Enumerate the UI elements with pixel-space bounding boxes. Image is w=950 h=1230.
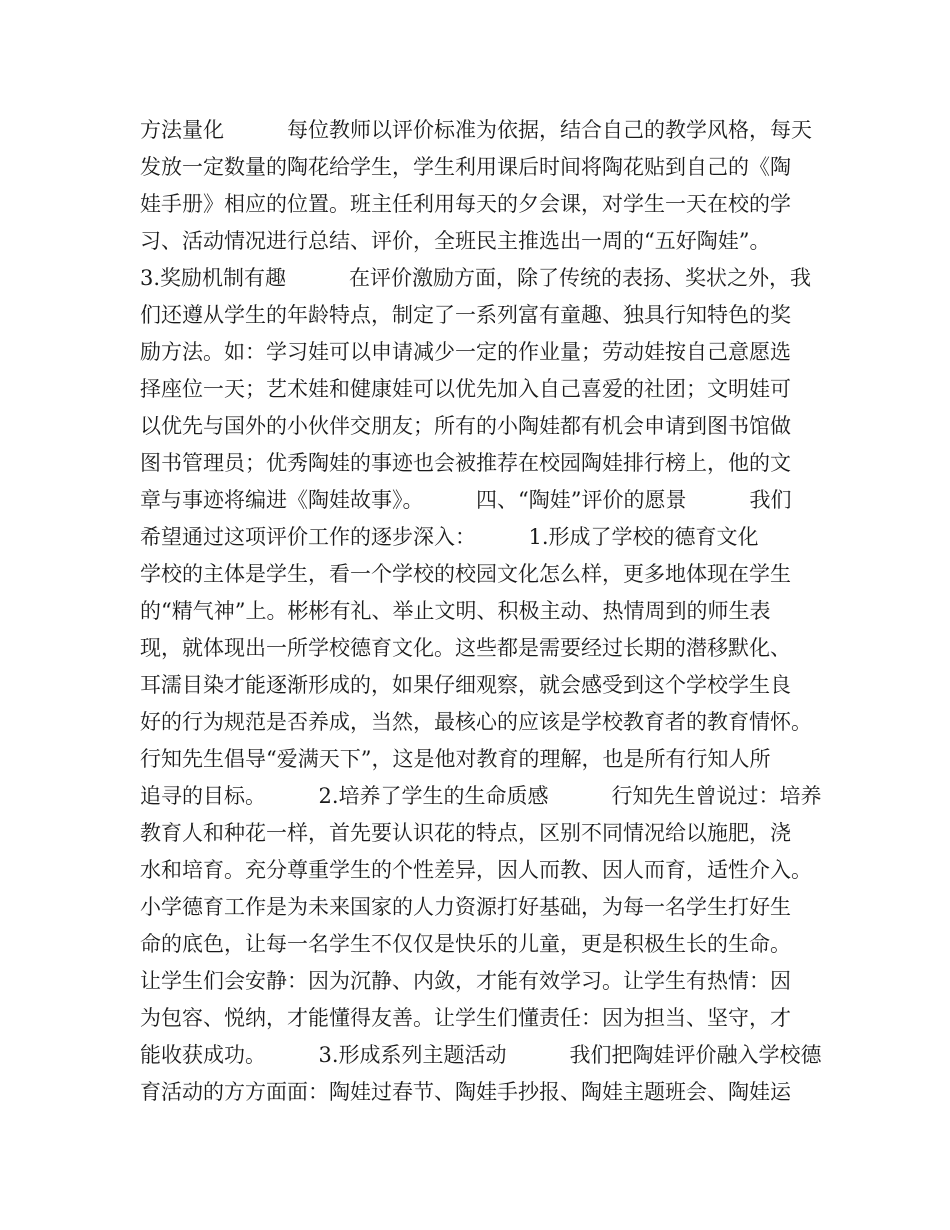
text-line-7: 励方法。如：学习娃可以申请减少一定的作业量；劳动娃按自己意愿选	[140, 340, 791, 364]
text-line-23: 命的底色，让每一名学生不仅仅是快乐的儿童，更是积极生长的生命。	[140, 932, 791, 956]
text-line-3: 娃手册》相应的位置。班主任利用每天的夕会课，对学生一天在校的学	[140, 192, 791, 216]
text-line-8: 择座位一天；艺术娃和健康娃可以优先加入自己喜爱的社团；文明娃可	[140, 377, 791, 401]
text-line-25: 为包容、悦纳，才能懂得友善。让学生们懂责任：因为担当、坚守，才	[140, 1006, 791, 1030]
text-line-6: 们还遵从学生的年龄特点，制定了一系列富有童趣、独具行知特色的奖	[140, 303, 791, 327]
text-line-21: 水和培育。充分尊重学生的个性差异，因人而教、因人而育，适性介入。	[140, 858, 812, 882]
text-line-11: 章与事迹将编进《陶娃故事》。 四、“陶娃”评价的愿景 我们	[140, 488, 792, 512]
text-line-12: 希望通过这项评价工作的逐步深入： 1.形成了学校的德育文化	[140, 525, 759, 549]
text-line-20: 教育人和种花一样，首先要认识花的特点，区别不同情况给以施肥，浇	[140, 821, 791, 845]
text-line-4: 习、活动情况进行总结、评价，全班民主推选出一周的“五好陶娃”。	[140, 229, 771, 253]
text-line-5: 3.奖励机制有趣 在评价激励方面，除了传统的表扬、奖状之外，我	[140, 266, 812, 290]
text-line-22: 小学德育工作是为未来国家的人力资源打好基础，为每一名学生打好生	[140, 895, 791, 919]
text-line-24: 让学生们会安静：因为沉静、内敛，才能有效学习。让学生有热情：因	[140, 969, 791, 993]
text-line-16: 耳濡目染才能逐渐形成的，如果仔细观察，就会感受到这个学校学生良	[140, 673, 791, 697]
body-text	[140, 112, 820, 1111]
text-line-18: 行知先生倡导“爱满天下”，这是他对教育的理解，也是所有行知人所	[140, 747, 771, 771]
text-line-26: 能收获成功。 3.形成系列主题活动 我们把陶娃评价融入学校德	[140, 1043, 822, 1067]
text-line-14: 的“精气神”上。彬彬有礼、举止文明、积极主动、热情周到的师生表	[140, 599, 771, 623]
text-line-2: 发放一定数量的陶花给学生，学生利用课后时间将陶花贴到自己的《陶	[140, 155, 791, 179]
text-line-1: 方法量化 每位教师以评价标准为依据，结合自己的教学风格，每天	[140, 118, 812, 142]
text-line-9: 以优先与国外的小伙伴交朋友；所有的小陶娃都有机会申请到图书馆做	[140, 414, 791, 438]
text-line-27: 育活动的方方面面：陶娃过春节、陶娃手抄报、陶娃主题班会、陶娃运	[140, 1080, 791, 1104]
text-line-15: 现，就体现出一所学校德育文化。这些都是需要经过长期的潜移默化、	[140, 636, 791, 660]
text-line-19: 追寻的目标。 2.培养了学生的生命质感 行知先生曾说过：培养	[140, 784, 822, 808]
text-line-10: 图书管理员；优秀陶娃的事迹也会被推荐在校园陶娃排行榜上，他的文	[140, 451, 791, 475]
text-line-17: 好的行为规范是否养成，当然，最核心的应该是学校教育者的教育情怀。	[140, 710, 812, 734]
text-line-13: 学校的主体是学生，看一个学校的校园文化怎么样，更多地体现在学生	[140, 562, 791, 586]
